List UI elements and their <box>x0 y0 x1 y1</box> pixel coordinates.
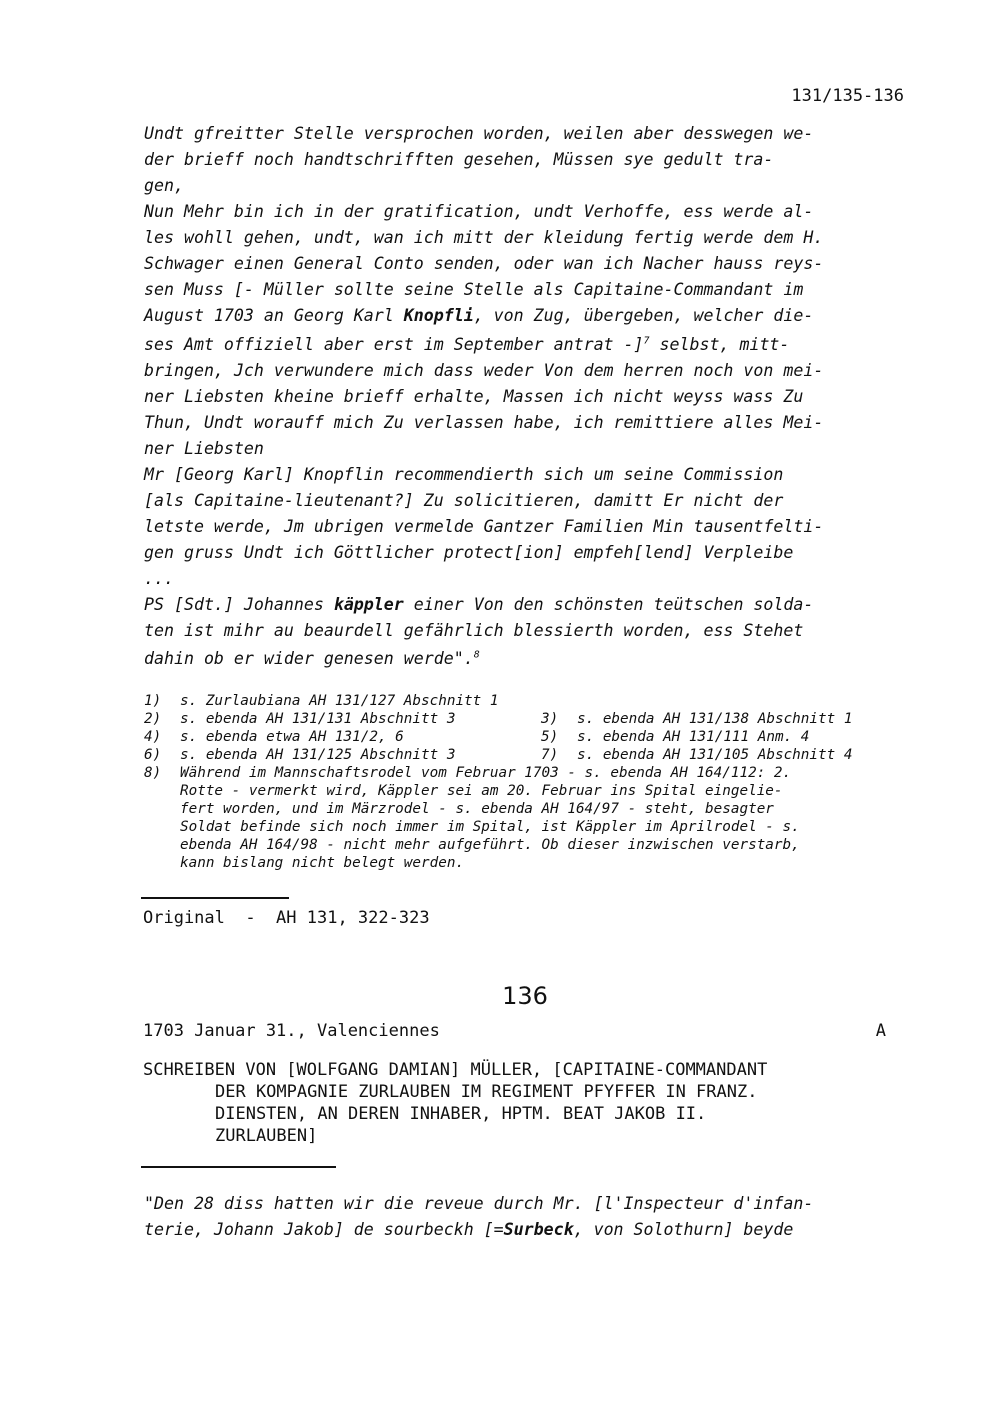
divider-rule <box>141 897 289 899</box>
text-segment: terie, Johann Jakob] de sourbeckh [= <box>144 1220 504 1239</box>
text-segment: einer Von den schönsten teütschen solda- <box>403 595 814 614</box>
name-kappler: käppler <box>333 595 404 614</box>
footnote-text: s. ebenda AH 131/131 Abschnitt 3 <box>180 711 456 727</box>
footnote-text: s. ebenda AH 131/105 Abschnitt 4 <box>577 747 853 763</box>
name-knopfli: Knopfli <box>403 306 474 325</box>
footnote-number: 3) <box>541 711 559 727</box>
footnote-continuation: Rotte - vermerkt wird, Käppler sei am 20. Februar ins Spital eingelie- <box>180 783 783 799</box>
divider-rule <box>141 1166 336 1168</box>
text-line: gen gruss Undt ich Göttlicher protect[ion] empfeh[lend] Verpleibe <box>144 543 794 562</box>
document-letter: A <box>875 1021 886 1041</box>
text-segment: , von Solothurn] beyde <box>573 1220 794 1239</box>
footnote-text: Während im Mannschaftsrodel vom Februar 1703 - s. ebenda AH 164/112: 2. <box>180 765 792 781</box>
heading-line: DIENSTEN, AN DEREN INHABER, HPTM. BEAT JAKOB II. <box>215 1104 707 1124</box>
date-place: 1703 Januar 31., Valenciennes <box>143 1021 440 1041</box>
text-segment: dahin ob er wider genesen werde". <box>144 649 474 668</box>
document-number: 136 <box>502 982 548 1010</box>
footnote-number: 1) <box>144 693 162 709</box>
text-line: Thun, Undt worauff mich Zu verlassen habe, ich remittiere alles Mei- <box>144 413 824 432</box>
footnote <box>144 747 455 763</box>
footnote-text: s. ebenda etwa AH 131/2, 6 <box>180 729 404 745</box>
footnote-ref: 8 <box>473 649 480 661</box>
footnote-number: 8) <box>144 765 162 781</box>
text-line: gen, <box>144 176 184 195</box>
text-segment: August 1703 an Georg Karl <box>144 306 404 325</box>
text-line <box>144 595 813 614</box>
text-line: sen Muss [- Müller sollte seine Stelle als Capitaine-Commandant im <box>144 280 804 299</box>
text-segment: , von Zug, übergeben, welcher die- <box>473 306 814 325</box>
footnote <box>144 711 455 727</box>
text-line: ten ist mihr au beaurdell gefährlich blessierth worden, ess Stehet <box>144 621 804 640</box>
footnote <box>144 765 791 781</box>
text-line: Nun Mehr bin ich in der gratification, undt Verhoffe, ess werde al- <box>144 202 814 221</box>
text-line: der brieff noch handtschrifften gesehen, Müssen sye gedult tra- <box>144 150 774 169</box>
text-line: Undt gfreitter Stelle versprochen worden, weilen aber desswegen we- <box>144 124 814 143</box>
footnote-text: s. ebenda AH 131/111 Anm. 4 <box>577 729 810 745</box>
footnote-text: s. Zurlaubiana AH 131/127 Abschnitt 1 <box>180 693 499 709</box>
footnote-number: 7) <box>541 747 559 763</box>
footnote-continuation: fert worden, und im Märzrodel - s. ebenda AH 164/97 - steht, besagter <box>180 801 774 817</box>
text-line: Schwager einen General Conto senden, oder wan ich Nacher hauss reys- <box>144 254 824 273</box>
heading-line: ZURLAUBEN] <box>215 1126 318 1146</box>
text-line <box>144 335 789 354</box>
text-line: ner Liebsten kheine brieff erhalte, Massen ich nicht weyss wass Zu <box>144 387 804 406</box>
text-line <box>144 649 480 668</box>
text-line: "Den 28 diss hatten wir die reveue durch Mr. [l'Inspecteur d'infan- <box>144 1194 814 1213</box>
text-line <box>144 306 813 325</box>
footnote-number: 6) <box>144 747 162 763</box>
footnote-continuation: kann bislang nicht belegt werden. <box>180 855 465 871</box>
text-line: ner Liebsten <box>144 439 264 458</box>
text-line: letste werde, Jm ubrigen vermelde Gantzer Familien Min tausentfelti- <box>144 517 824 536</box>
name-surbeck: Surbeck <box>503 1220 574 1239</box>
footnote-number: 5) <box>541 729 559 745</box>
text-line: bringen, Jch verwundere mich dass weder Von dem herren noch von mei- <box>144 361 824 380</box>
footnote-text: s. ebenda AH 131/138 Abschnitt 1 <box>577 711 853 727</box>
original-reference: Original - AH 131, 322-323 <box>143 908 430 928</box>
footnote <box>541 729 809 745</box>
footnote-ref: 7 <box>643 335 650 347</box>
footnote-number: 2) <box>144 711 162 727</box>
footnote <box>541 711 852 727</box>
text-line: Mr [Georg Karl] Knopflin recommendierth sich um seine Commission <box>144 465 784 484</box>
text-segment: PS [Sdt.] Johannes <box>144 595 334 614</box>
text-segment: selbst, mitt- <box>649 335 790 354</box>
text-line: ... <box>144 569 174 588</box>
footnote-continuation: ebenda AH 164/98 - nicht mehr aufgeführt. Ob dieser inzwischen verstarb, <box>180 837 800 853</box>
text-segment: ses Amt offiziell aber erst im September antrat -] <box>144 335 644 354</box>
footnote <box>144 729 404 745</box>
heading-line: SCHREIBEN VON [WOLFGANG DAMIAN] MÜLLER, [CAPITAINE-COMMANDANT <box>143 1060 768 1080</box>
footnote <box>541 747 852 763</box>
text-line <box>144 1220 793 1239</box>
footnote-number: 4) <box>144 729 162 745</box>
footnote-continuation: Soldat befinde sich noch immer im Spital, ist Käppler im Aprilrodel - s. <box>180 819 800 835</box>
footnote-text: s. ebenda AH 131/125 Abschnitt 3 <box>180 747 456 763</box>
text-line: [als Capitaine-lieutenant?] Zu solicitieren, damitt Er nicht der <box>144 491 784 510</box>
text-line: les wohll gehen, undt, wan ich mitt der kleidung fertig werde dem H. <box>144 228 824 247</box>
heading-line: DER KOMPAGNIE ZURLAUBEN IM REGIMENT PFYFFER IN FRANZ. <box>215 1082 758 1102</box>
page-number: 131/135-136 <box>791 86 904 106</box>
footnote <box>144 693 498 709</box>
